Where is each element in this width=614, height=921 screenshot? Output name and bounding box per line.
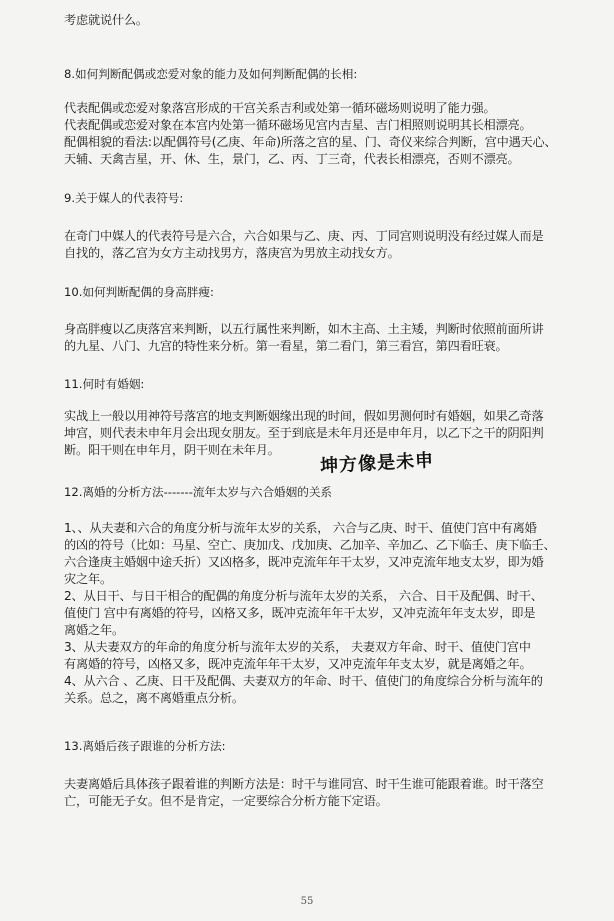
section-12-line: 2、从日干、与日干相合的配偶的角度分析与流年太岁的关系， 六合、日干及配偶、时干、 <box>64 589 543 603</box>
section-13-line: 亡，可能无子女。但不是肯定，一定要综合分析方能下定语。 <box>64 794 388 808</box>
section-8-heading: 8.如何判断配偶或恋爱对象的能力及如何判断配偶的长相: <box>64 67 358 81</box>
section-8-line: 代表配偶或恋爱对象在本宫内处第一循环磁场见宫内吉星、吉门相照则说明其长相漂亮。 <box>64 118 532 132</box>
section-8-line: 天辅、天禽吉星，开、休、生，景门，乙、丙、丁三奇，代表长相漂亮，否则不漂亮。 <box>64 152 520 166</box>
section-11-line: 坤宫，则代表未申年月会出现女朋友。至于到底是未年月还是申年月，以乙下之干的阴阳判 <box>64 426 544 440</box>
section-8-line: 配偶相貌的看法:以配偶符号(乙庚、年命)所落之宫的星、门、奇仪来综合判断，宫中遇天心、 <box>64 135 557 149</box>
section-11-body <box>64 408 564 459</box>
section-12-line: 有离婚的符号，凶格又多，既冲克流年年干太岁，又冲克流年年支太岁，就是离婚之年。 <box>64 657 532 671</box>
section-12-line: 3、从夫妻双方的年命的角度分析与流年太岁的关系， 夫妻双方年命、时干、值使门宫中 <box>64 640 531 654</box>
section-12-line: 关系。总之，离不离婚重点分析。 <box>64 691 244 705</box>
section-12-line: 离婚之年。 <box>64 623 124 637</box>
section-13-line: 夫妻离婚后具体孩子跟着谁的判断方法是：时干与谁同宫、时干生谁可能跟着谁。时干落空 <box>64 777 544 791</box>
handwritten-note: 坤方像是未申 <box>319 450 435 477</box>
section-10-body <box>64 321 564 355</box>
section-9-heading: 9.关于媒人的代表符号: <box>64 191 184 205</box>
section-9-line: 在奇门中媒人的代表符号是六合，六合如果与乙、庚、丙、丁同宫则说明没有经过媒人而是 <box>64 229 544 243</box>
section-10-line: 的九星、八门、九宫的特性来分析。第一看星，第二看门，第三看宫，第四看旺衰。 <box>64 339 508 353</box>
section-13-body <box>64 776 564 810</box>
section-9-line: 自找的，落乙宫为女方主动找男方，落庚宫为男放主动找女方。 <box>64 246 400 260</box>
section-12-body <box>64 520 564 707</box>
section-8-line: 代表配偶或恋爱对象落宫形成的干宫关系吉利或处第一循环磁场则说明了能力强。 <box>64 101 496 115</box>
section-11-heading: 11.何时有婚姻: <box>64 377 145 391</box>
section-10-heading: 10.如何判断配偶的身高胖瘦: <box>64 285 214 299</box>
section-9-body <box>64 228 564 262</box>
section-12-heading: 12.离婚的分析方法-------流年太岁与六合婚姻的关系 <box>64 485 333 499</box>
intro-line: 考虑就说什么。 <box>64 13 148 27</box>
section-12-line: 值使门 宫中有离婚的符号，凶格又多，既冲克流年年干太岁，又冲克流年年支太岁，即是 <box>64 606 536 620</box>
section-11-line: 断。阳干则在申年月，阴干则在未年月。 <box>64 443 280 457</box>
section-11-line: 实战上一般以用神符号落宫的地支判断姻缘出现的时间，假如男测何时有婚姻，如果乙奇落 <box>64 409 544 423</box>
section-12-line: 灾之年。 <box>64 572 112 586</box>
section-13-heading: 13.离婚后孩子跟谁的分析方法: <box>64 739 226 753</box>
section-8-body <box>64 100 564 168</box>
page-number: 55 <box>300 896 314 907</box>
section-12-line: 4、从六合 、乙庚、日干及配偶、夫妻双方的年命、时干、值使门的角度综合分析与流年的 <box>64 674 543 688</box>
section-12-line: 1、、从夫妻和六合的角度分析与流年太岁的关系， 六合与乙庚、时干、值使门宫中有离婚 <box>64 521 537 535</box>
section-12-line: 六合逢庚主婚姻中途夭折）又凶格多，既冲克流年年干太岁，又冲克流年地支太岁，即为婚 <box>64 555 544 569</box>
section-10-line: 身高胖瘦以乙庚落宫来判断，以五行属性来判断，如木主高、土主矮，判断时依照前面所讲 <box>64 322 544 336</box>
section-12-line: 的凶的符号（比如：马星、空亡、庚加戊、戊加庚、乙加辛、辛加乙、乙下临壬、庚下临壬、 <box>64 538 556 552</box>
